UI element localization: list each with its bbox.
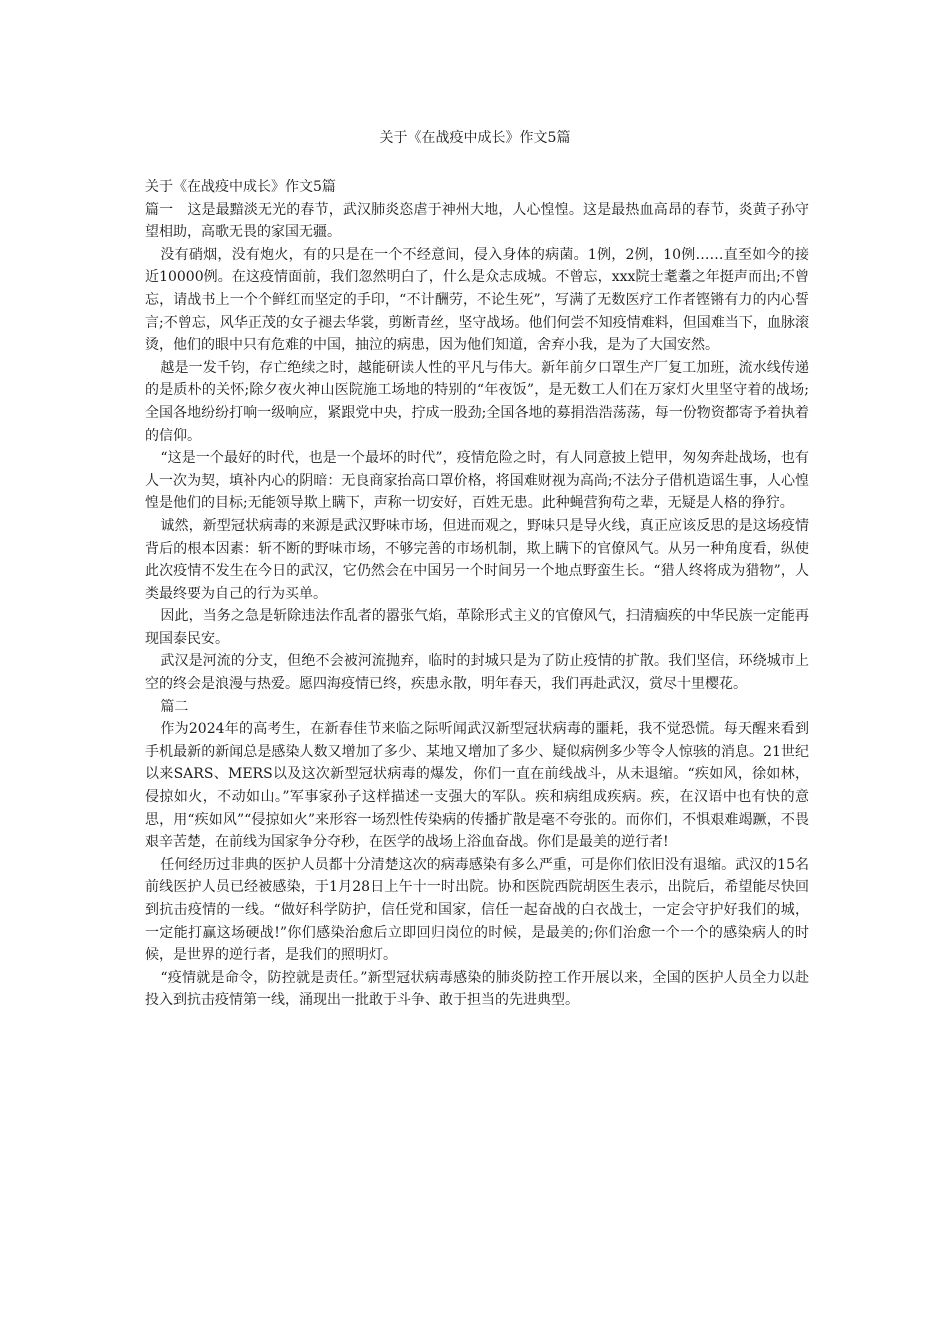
body-paragraph: 作为2024年的高考生，在新春佳节来临之际听闻武汉新型冠状病毒的噩耗，我不觉恐慌。每天醒来看到手机最新的新闻总是感染人数又增加了多少、某地又增加了多少、疑似病例多少等令人惊骇的消息。21世纪以来SARS、MERS以及这次新型冠状病毒的爆发，你们一直在前线战斗，从未退缩。“疾如风，徐如林，侵掠如火，不动如山。”军事家孙子这样描述一支强大的军队。疾和病组成疾病。疾，在汉语中也有快的意思，用“疾如风”“侵掠如火”来形容一场烈性传染病的传播扩散是毫不夸张的。而你们，不惧艰难竭蹶，不畏艰辛苦楚，在前线为国家争分夺秒，在医学的战场上浴血奋战。你们是最美的逆行者! — [145, 721, 809, 851]
document-body — [145, 176, 809, 1012]
body-paragraph: 武汉是河流的分支，但绝不会被河流抛弃，临时的封城只是为了防止疫情的扩散。我们坚信，环绕城市上空的终会是浪漫与热爱。愿四海疫情已终，疾患永散，明年春天，我们再赴武汉，赏尽十里樱花。 — [145, 653, 809, 693]
body-paragraph: 没有硝烟，没有炮火，有的只是在一个不经意间，侵入身体的病菌。1例，2例，10例……直至如今的接近10000例。在这疫情面前，我们忽然明白了，什么是众志成城。不曾忘，xxx院士耄耋之年挺声而出;不曾忘，请战书上一个个鲜红而坚定的手印，“不计酬劳，不论生死”，写满了无数医疗工作者铿锵有力的内心誓言;不曾忘，风华正茂的女子褪去华裳，剪断青丝，坚守战场。他们何尝不知疫情难料，但国难当下，血脉滚烫，他们的眼中只有危难的中国，抽泣的病患，因为他们知道，舍弃小我，是为了大国安然。 — [145, 246, 809, 354]
body-paragraph: “疫情就是命令，防控就是责任。”新型冠状病毒感染的肺炎防控工作开展以来，全国的医护人员全力以赴投入到抗击疫情第一线，涌现出一批敢于斗争、敢于担当的先进典型。 — [145, 969, 809, 1009]
body-paragraph: “这是一个最好的时代，也是一个最坏的时代”，疫情危险之时，有人同意披上铠甲，匆匆奔赴战场，也有人一次为契，填补内心的阴暗：无良商家抬高口罩价格，将国难财视为高尚;不法分子借机造谣生事，人心惶惶是他们的目标;无能领导欺上瞒下，声称一切安好，百姓无患。此种蝇营狗苟之辈，无疑是人格的狰狞。 — [145, 450, 809, 512]
body-paragraph: 篇一 这是最黯淡无光的春节，武汉肺炎恣虐于神州大地，人心惶惶。这是最热血高昂的春节，炎黄子孙守望相助，高歌无畏的家国无疆。 — [145, 201, 809, 241]
body-paragraph: 篇二 — [160, 698, 189, 715]
body-paragraph: 因此，当务之急是斩除违法作乱者的嚣张气焰，革除形式主义的官僚风气，扫清痼疾的中华民族一定能再现国泰民安。 — [145, 608, 809, 647]
document-title: 关于《在战疫中成长》作文5篇 — [379, 130, 571, 146]
body-paragraph: 关于《在战疫中成长》作文5篇 — [145, 179, 336, 195]
body-paragraph: 任何经历过非典的医护人员都十分清楚这次的病毒感染有多么严重，可是你们依旧没有退缩。武汉的15名前线医护人员已经被感染，于1月28日上午十一时出院。协和医院西院胡医生表示，出院后，希望能尽快回到抗击疫情的一线。“做好科学防护，信任党和国家，信任一起奋战的白衣战士，一定会守护好我们的城，一定能打赢这场硬战!”你们感染治愈后立即回归岗位的时候，是最美的;你们治愈一个一个的感染病人的时候，是世界的逆行者，是我们的照明灯。 — [145, 856, 809, 964]
body-paragraph: 越是一发千钧，存亡绝续之时，越能研读人性的平凡与伟大。新年前夕口罩生产厂复工加班，流水线传递的是质朴的关怀;除夕夜火神山医院施工场地的特别的“年夜饭”，是无数工人们在万家灯火里坚守着的战场;全国各地纷纷打响一级响应，紧跟党中央，拧成一股劲;全国各地的募捐浩浩荡荡，每一份物资都寄予着执着的信仰。 — [145, 359, 809, 444]
body-paragraph: 诚然，新型冠状病毒的来源是武汉野味市场，但进而观之，野味只是导火线，真正应该反思的是这场疫情背后的根本因素：斩不断的野味市场，不够完善的市场机制，欺上瞒下的官僚风气。从另一种角度看，纵使此次疫情不发生在今日的武汉，它仍然会在中国另一个时间另一个地点野蛮生长。“猎人终将成为猎物”，人类最终要为自己的行为买单。 — [145, 517, 809, 602]
